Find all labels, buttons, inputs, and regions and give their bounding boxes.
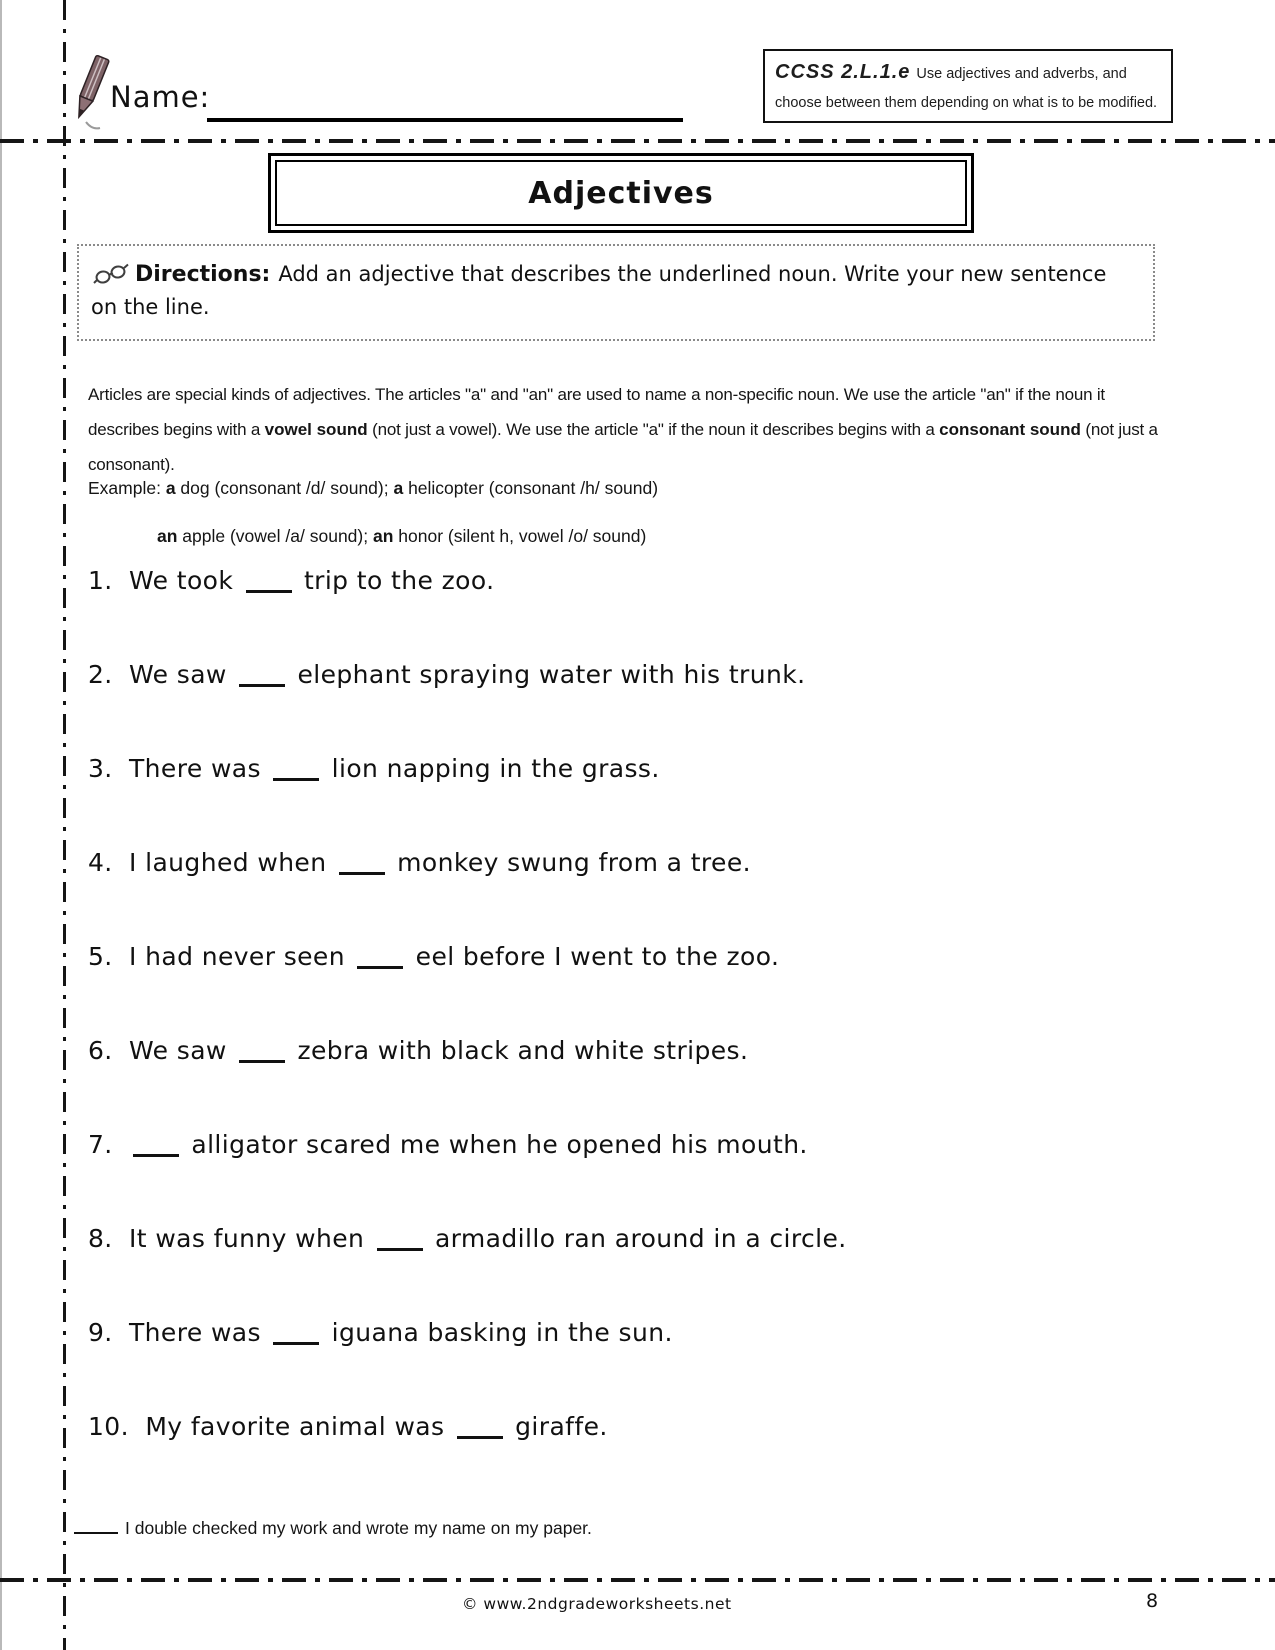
question-text-after-blank: elephant spraying water with his trunk.: [289, 660, 806, 689]
title-box: [268, 153, 974, 233]
example-text: dog (consonant /d/ sound);: [175, 478, 394, 498]
example-text: honor (silent h, vowel /o/ sound): [393, 526, 647, 546]
example-line-2: [157, 526, 646, 547]
question-row: [88, 1224, 1178, 1318]
question-text-before-blank: There was: [129, 754, 270, 783]
directions-text: Add an adjective that describes the underlined noun. Write your new sentence on the line.: [91, 262, 1107, 319]
question-list: [88, 566, 1178, 1506]
example-article-a: a: [165, 478, 176, 498]
article-info-segment: Articles are special kinds of adjectives. The articles "a" and "an" are used to name a non-specific noun. We use the article "an" if the noun it describes begins with a: [88, 385, 1105, 439]
question-number: 3.: [88, 754, 121, 783]
question-text-after-blank: zebra with black and white stripes.: [289, 1036, 749, 1065]
ccss-text: Use adjectives and adverbs, and choose between them depending on what is to be modified.: [775, 66, 1158, 111]
directions-box: [77, 244, 1155, 341]
question-text-after-blank: monkey swung from a tree.: [388, 848, 751, 877]
example-article-a: a: [393, 478, 404, 498]
copyright-text: © www.2ndgradeworksheets.net: [462, 1595, 732, 1613]
answer-blank[interactable]: [239, 672, 285, 688]
question-number: 7.: [88, 1130, 121, 1159]
question-text-after-blank: eel before I went to the zoo.: [407, 942, 780, 971]
question-text-before-blank: We saw: [129, 1036, 236, 1065]
question-text-after-blank: iguana basking in the sun.: [323, 1318, 673, 1347]
question-number: 9.: [88, 1318, 121, 1347]
answer-blank[interactable]: [339, 860, 385, 876]
scan-edge-line: [0, 0, 2, 1650]
article-info-bold-consonant-sound: consonant sound: [939, 420, 1081, 439]
question-row: [88, 566, 1178, 660]
top-dashdot-line: [0, 139, 1275, 143]
left-margin-dashdot-line: [63, 0, 66, 1650]
question-text-before-blank: We saw: [129, 660, 236, 689]
question-number: 6.: [88, 1036, 121, 1065]
answer-blank[interactable]: [239, 1048, 285, 1064]
question-number: 2.: [88, 660, 121, 689]
question-text-after-blank: trip to the zoo.: [295, 566, 495, 595]
question-number: 4.: [88, 848, 121, 877]
name-blank-line[interactable]: [207, 118, 683, 122]
ccss-code: CCSS 2.L.1.e: [775, 61, 911, 83]
question-text-after-blank: armadillo ran around in a circle.: [426, 1224, 847, 1253]
question-text-before-blank: I laughed when: [129, 848, 335, 877]
question-text-before-blank: I had never seen: [129, 942, 354, 971]
page-title: Adjectives: [528, 175, 714, 211]
example-text: apple (vowel /a/ sound);: [177, 526, 373, 546]
page-number: 8: [1146, 1590, 1159, 1612]
question-number: 8.: [88, 1224, 121, 1253]
example-label: Example:: [88, 478, 166, 498]
name-label: Name:: [110, 80, 211, 114]
question-text-after-blank: giraffe.: [506, 1412, 608, 1441]
example-article-an: an: [372, 526, 394, 546]
question-row: [88, 1318, 1178, 1412]
answer-blank[interactable]: [273, 766, 319, 782]
check-text: I double checked my work and wrote my name on my paper.: [125, 1518, 592, 1538]
check-blank[interactable]: [74, 1522, 118, 1534]
answer-blank[interactable]: [457, 1424, 503, 1440]
directions-label: Directions:: [135, 262, 271, 287]
bottom-dashdot-line: [0, 1578, 1275, 1582]
question-row: [88, 660, 1178, 754]
answer-blank[interactable]: [377, 1236, 423, 1252]
question-number: 1.: [88, 566, 121, 595]
question-row: [88, 1036, 1178, 1130]
question-text-before-blank: My favorite animal was: [145, 1412, 453, 1441]
question-row: [88, 1412, 1178, 1506]
article-info-bold-vowel-sound: vowel sound: [264, 420, 368, 439]
example-text: helicopter (consonant /h/ sound): [403, 478, 659, 498]
question-text-before-blank: There was: [129, 1318, 270, 1347]
pencil-icon: [68, 50, 116, 132]
question-row: [88, 1130, 1178, 1224]
question-text-before-blank: It was funny when: [129, 1224, 373, 1253]
article-info-segment: (not just a consonant).: [88, 420, 1158, 474]
example-article-an: an: [157, 526, 178, 546]
answer-blank[interactable]: [246, 578, 292, 594]
ccss-standard-box: [763, 49, 1173, 123]
question-text-after-blank: alligator scared me when he opened his mouth.: [183, 1130, 808, 1159]
answer-blank[interactable]: [357, 954, 403, 970]
question-text-after-blank: lion napping in the grass.: [323, 754, 660, 783]
question-text-before-blank: We took: [129, 566, 242, 595]
title-inner-border: [275, 160, 967, 226]
answer-blank[interactable]: [273, 1330, 319, 1346]
article-info-paragraph: [88, 377, 1172, 482]
self-check-line: [74, 1518, 592, 1539]
glasses-icon: [91, 260, 129, 286]
question-row: [88, 942, 1178, 1036]
article-info-segment: (not just a vowel). We use the article "a" if the noun it describes begins with a: [367, 420, 940, 439]
question-row: [88, 754, 1178, 848]
example-line-1: [88, 478, 658, 499]
question-number: 10.: [88, 1412, 138, 1441]
answer-blank[interactable]: [133, 1142, 179, 1158]
question-row: [88, 848, 1178, 942]
question-number: 5.: [88, 942, 121, 971]
